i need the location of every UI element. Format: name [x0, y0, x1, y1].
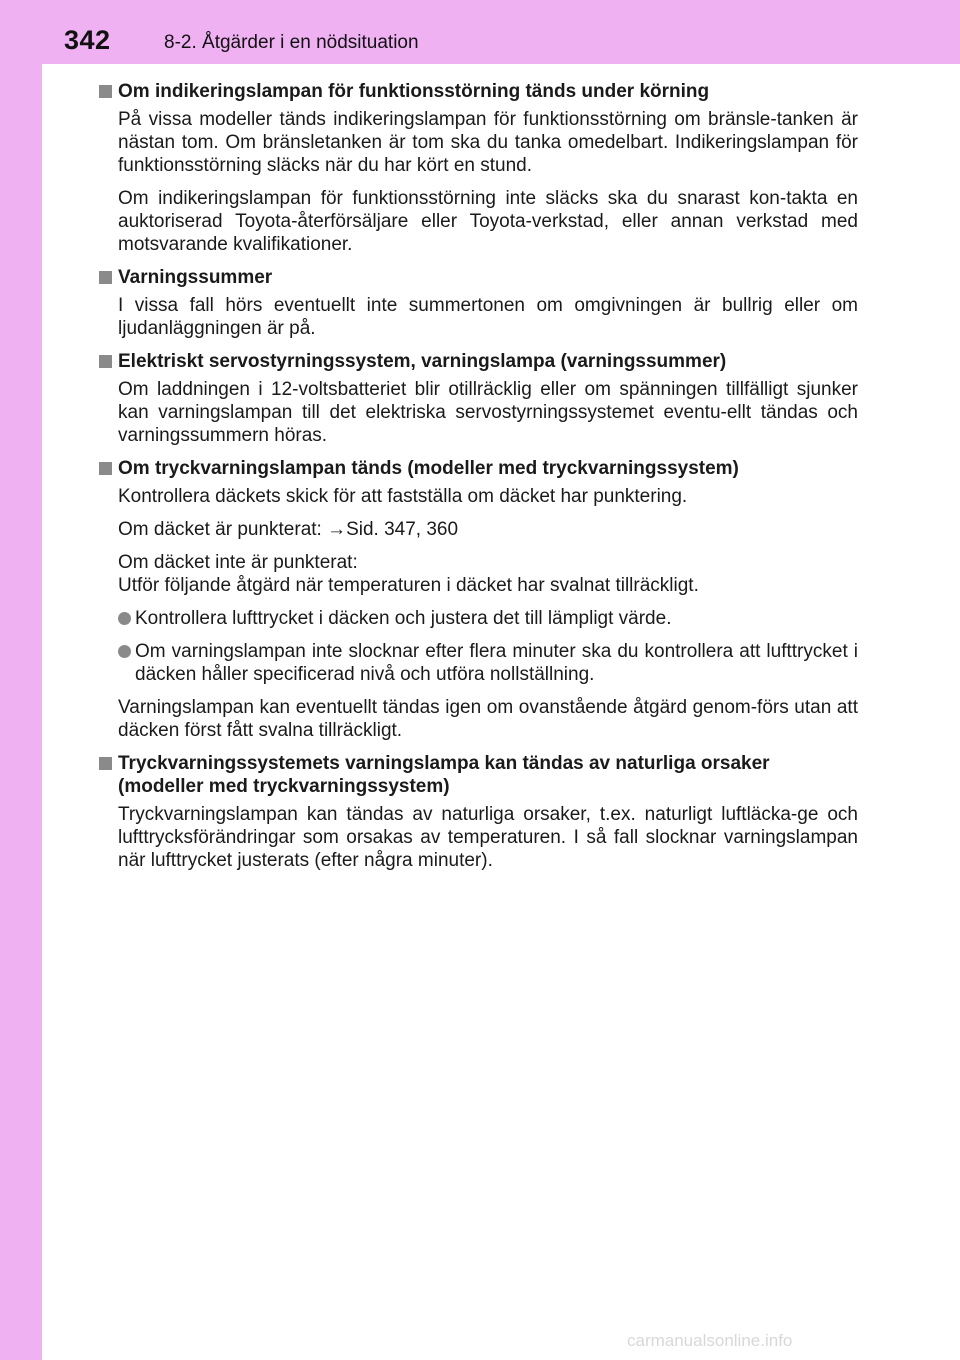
- section-heading: [98, 457, 858, 480]
- header-band: [0, 0, 960, 64]
- paragraph: På vissa modeller tänds indikeringslampan för funktionsstörning om bränsle-tanken är nästan tom. Om bränsletanken är tom ska du tanka omedelbart. Indikeringslampan för funktionsstörning släcks när du har kört en stund.: [118, 109, 858, 176]
- paragraph: Om indikeringslampan för funktionsstörning inte släcks ska du snarast kon-takta en auktoriserad Toyota-återförsäljare eller Toyota-verkstad, eller annan verkstad med motsvarande kvalifikationer.: [118, 188, 858, 255]
- paragraph: Tryckvarningslampan kan tändas av naturliga orsaker, t.ex. naturligt luftläcka-ge och lufttrycksförändringar som orsakas av temperaturen. I så fall slocknar varningslampan när lufttrycket justerats (efter några minuter).: [118, 804, 858, 871]
- section-tire-pressure-lamp: [98, 457, 858, 742]
- section-title: 8-2. Åtgärder i en nödsituation: [164, 32, 419, 53]
- paragraph-line: Om däcket inte är punkterat:: [118, 552, 358, 573]
- round-bullet-icon: [118, 645, 131, 658]
- list-item: [98, 640, 858, 686]
- list-item: [98, 607, 858, 630]
- paragraph-line: Utför följande åtgärd när temperaturen i däcket har svalnat tillräckligt.: [118, 575, 699, 596]
- square-bullet-icon: [99, 462, 112, 475]
- paragraph: Kontrollera däckets skick för att fastställa om däcket har punktering.: [118, 486, 688, 507]
- page-reference-paragraph: Om däcket är punkterat: →Sid. 347, 360: [118, 519, 459, 540]
- heading-text: Om tryckvarningslampan tänds (modeller med tryckvarningssystem): [118, 458, 739, 479]
- paragraph: [98, 551, 858, 597]
- section-malfunction-lamp: [98, 80, 858, 256]
- paragraph: I vissa fall hörs eventuellt inte summertonen om omgivningen är bullrig eller om ljudanläggningen är på.: [118, 295, 858, 339]
- heading-text: Tryckvarningssystemets varningslampa kan tändas av naturliga orsaker (modeller med tryckvarningssystem): [118, 753, 770, 797]
- round-bullet-icon: [118, 612, 131, 625]
- heading-text: Om indikeringslampan för funktionsstörning tänds under körning: [118, 81, 710, 102]
- square-bullet-icon: [99, 271, 112, 284]
- main-content: [98, 76, 858, 882]
- heading-text: Elektriskt servostyrningssystem, varningslampa (varningssummer): [118, 351, 727, 372]
- section-warning-buzzer: [98, 266, 858, 340]
- footer-watermark: carmanualsonline.info: [627, 1331, 793, 1350]
- list-item-text: Kontrollera lufttrycket i däcken och justera det till lämpligt värde.: [135, 608, 672, 629]
- section-heading: [98, 266, 858, 289]
- page-number: 342: [64, 25, 111, 55]
- side-color-strip: [0, 0, 42, 1360]
- section-heading: [98, 752, 858, 798]
- paragraph: Varningslampan kan eventuellt tändas igen om ovanstående åtgärd genom-förs utan att däcken först fått svalna tillräckligt.: [118, 697, 858, 741]
- square-bullet-icon: [99, 757, 112, 770]
- square-bullet-icon: [99, 85, 112, 98]
- heading-text: Varningssummer: [118, 267, 273, 288]
- square-bullet-icon: [99, 355, 112, 368]
- paragraph: Om laddningen i 12-voltsbatteriet blir otillräcklig eller om spänningen tillfälligt sjunker kan varningslampan till det elektriska servostyrningssystemet eventu-ellt tändas och varningssummern höras.: [118, 379, 858, 446]
- section-natural-causes: [98, 752, 858, 872]
- section-heading: [98, 350, 858, 373]
- list-item-text: Om varningslampan inte slocknar efter flera minuter ska du kontrollera att lufttrycket i däcken håller specificerad nivå och utföra nollställning.: [135, 641, 858, 685]
- section-power-steering: [98, 350, 858, 447]
- section-heading: [98, 80, 858, 103]
